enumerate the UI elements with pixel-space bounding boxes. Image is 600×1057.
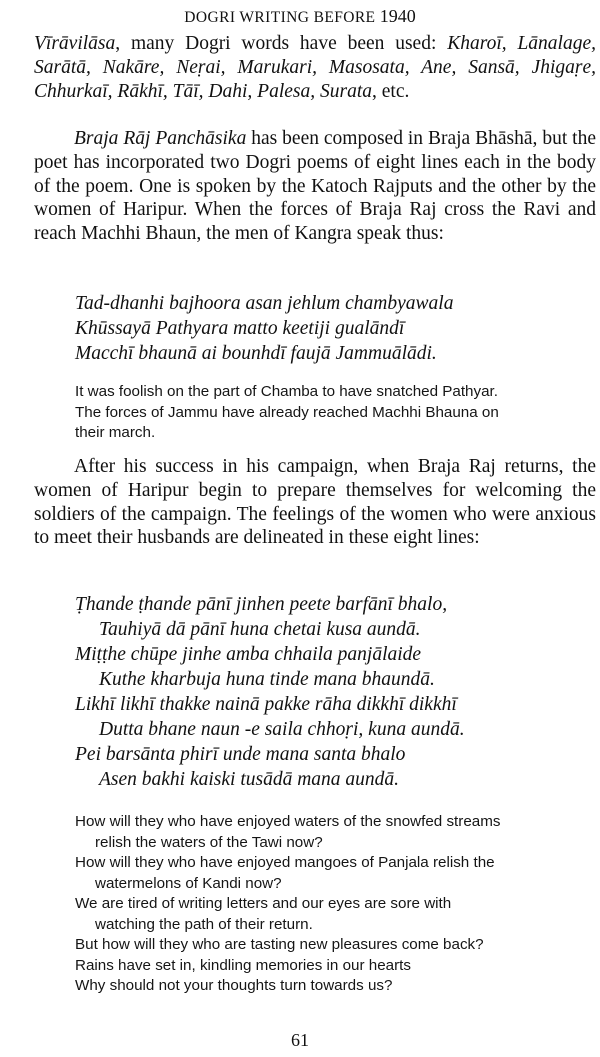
verse-line: Pei barsānta phirī unde mana santa bhalo [75,744,406,765]
running-head-title: DOGRI WRITING BEFORE [184,9,376,26]
verse-line: Macchī bhaunā ai bounhdī faujā Jammuālādi. [75,343,437,364]
translation-line: The forces of Jammu have already reached Machhi Bhauna on [75,403,499,421]
work-title-braja: Braja Rāj Panchāsika [74,128,247,149]
verse-line: Tauhiyā dā pānī huna chetai kusa aundā. [99,619,421,640]
translation-line: their march. [75,424,156,441]
translation-line: relish the waters of the Tawi now? [95,833,323,851]
translation-line: It was foolish on the part of Chamba to have snatched Pathyar. [75,383,498,400]
paragraph-text: , etc. [372,80,410,102]
paragraph-text: , many Dogri words have been used: [115,33,448,54]
verse-line: Ṭhande ṭhande pānī jinhen peete barfānī bhalo, [75,594,448,615]
paragraph-success [34,455,596,550]
running-head-year: 1940 [379,6,416,26]
translation-katoch [75,382,595,444]
paragraph-viravilasa [34,32,596,103]
running-head [0,6,600,27]
translation-line: How will they who have enjoyed mangoes of Panjala relish the [75,854,495,871]
verse-line: Tad-dhanhi bajhoora asan jehlum chambyawala [75,293,454,314]
verse-line: Dutta bhane naun -e saila chhoṛi, kuna aundā. [99,719,465,740]
paragraph-braja [34,127,596,246]
translation-haripur [75,812,595,997]
work-title-viravilasa: Vīrāvilāsa [34,33,116,54]
translation-line: We are tired of writing letters and our eyes are sore with [75,895,452,912]
page-number: 61 [291,1030,309,1050]
translation-line: But how will they who are tasting new pleasures come back? [75,936,484,953]
verse-line: Miṭṭhe chūpe jinhe amba chhaila panjālaide [75,644,422,665]
verse-line: Khūssayā Pathyara matto keetiji gualāndī [75,318,405,339]
translation-line: How will they who have enjoyed waters of the snowfed streams [75,813,501,830]
translation-line: Why should not your thoughts turn towards us? [75,977,393,994]
dogri-word-list: Kharoī, Lānalage, Sarātā, Nakāre, Neṛai, Marukari, Masosata, Ane, Sansā, Jhigaṛe, Chhurkaī, Rākhī, Tāī, Dahi, Palesa, Surata [34,33,596,102]
translation-line: Rains have set in, kindling memories in our hearts [75,956,411,974]
paragraph-text: has been composed in Braja Bhāshā, but the poet has incorporated two Dogri poems of eight lines each in the body of the poem. One is spoken by the Katoch Rajputs and the other by the women of Haripur. When the forces of Braja Raj cross the Ravi and reach Machhi Bhaun, the men of Kangra speak thus: [34,128,596,245]
paragraph-text: After his success in his campaign, when Braja Raj returns, the women of Haripur begin to prepare themselves for welcoming the soldiers of the campaign. The feelings of the women who were anxious to meet their husbands are delineated in these eight lines: [34,456,596,549]
verse-line: Likhī likhī thakke nainā pakke rāha dikkhī dikkhī [75,694,457,715]
translation-line: watermelons of Kandi now? [95,874,282,892]
translation-line: watching the path of their return. [95,915,313,933]
verse-line: Kuthe kharbuja huna tinde mana bhaundā. [99,669,435,690]
verse-line: Asen bakhi kaiski tusādā mana aundā. [99,769,400,790]
verse-haripur [75,592,465,792]
verse-katoch [75,291,453,366]
